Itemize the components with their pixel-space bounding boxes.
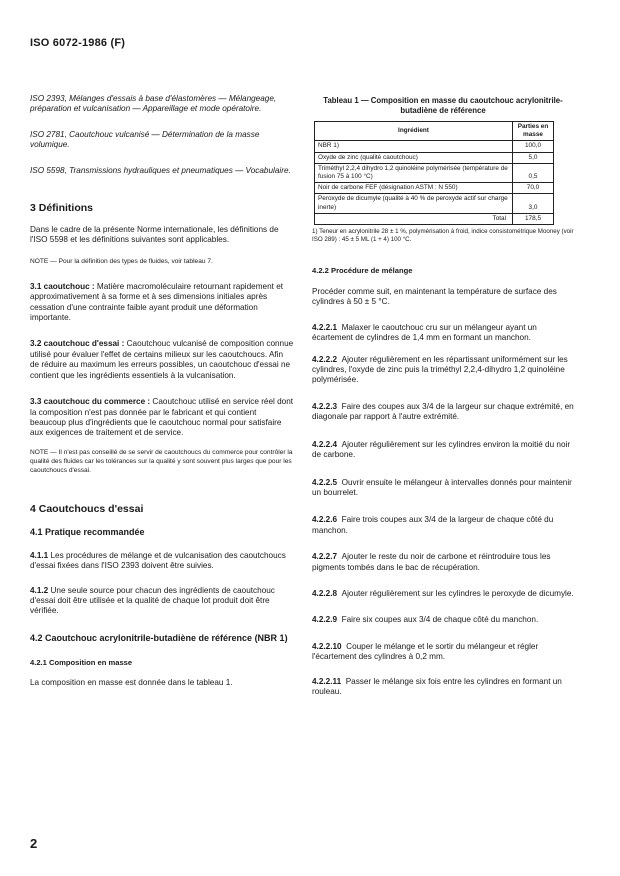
- mixing-step-text: Ajouter régulièrement sur les cylindres le peroxyde de dicumyle.: [341, 588, 574, 598]
- parts-cell: 100,0: [513, 141, 554, 152]
- table-row: [315, 183, 554, 194]
- mixing-step-text: Passer le mélange six fois entre les cylindres en formant un rouleau.: [312, 676, 562, 696]
- table-header-row: [315, 122, 554, 141]
- mixing-step: [312, 323, 574, 344]
- section-4-2-2-title: 4.2.2 Procédure de mélange: [312, 266, 413, 276]
- mixing-step-text: Faire trois coupes aux 3/4 de la largeur de chaque côté du manchon.: [312, 515, 554, 535]
- table-row: [315, 141, 554, 152]
- definition-3-1-term: caoutchouc :: [43, 281, 95, 291]
- parts-cell: 70,0: [513, 183, 554, 194]
- definition-3-2-number: 3.2: [30, 339, 42, 349]
- definition-3-1-text: Matière macromoléculaire retournant rapidement et approximativement à sa forme et à ses dimensions initiales après cessation d'une contrainte faible ayant produit une déformation importante.: [30, 281, 284, 323]
- table-row: [315, 163, 554, 182]
- mixing-step-text: Malaxer le caoutchouc cru sur un mélangeur ayant un écartement de cylindres de 1,4 mm en formant un manchon.: [312, 322, 537, 343]
- section-4-2-1-title: 4.2.1 Composition en masse: [30, 657, 133, 667]
- page-number: 2: [30, 836, 38, 851]
- paragraph-4-2-2: Procéder comme suit, en maintenant la température de surface des cylindres à 50 ± 5 °C.: [312, 287, 557, 307]
- mixing-step-text: Ajouter le reste du noir de carbone et réintroduire tous les pigments tombés dans le bac de récupération.: [312, 552, 551, 572]
- ingredient-cell: Triméthyl 2,2,4 dihydro 1,2 quinoléine polymérisée (température de fusion 75 à 100 °C): [315, 163, 513, 182]
- mixing-step-number: 4.2.2.7: [312, 552, 338, 562]
- mixing-step: [312, 478, 574, 499]
- mixing-step-number: 4.2.2.10: [312, 641, 342, 651]
- mixing-step-number: 4.2.2.8: [312, 588, 338, 598]
- mixing-step-number: 4.2.2.1: [312, 322, 338, 332]
- mixing-step-number: 4.2.2.2: [312, 354, 338, 364]
- mixing-step: [312, 440, 574, 461]
- section-3-note: NOTE — Pour la définition des types de fluides, voir tableau 7.: [30, 257, 213, 265]
- table-total-row: [315, 213, 554, 224]
- definition-3-3: [30, 397, 294, 439]
- definition-3-2: [30, 339, 294, 381]
- parts-cell: 5,0: [513, 152, 554, 163]
- ingredient-cell: Peroxyde de dicumyle (qualité à 40 % de peroxyde actif sur charge inerte): [315, 194, 513, 213]
- table-footnote: 1) Teneur en acrylonitrile 28 ± 1 %, polymérisation à froid, indice consistométrique Mooney (voir ISO 289) : 45 ± 5 ML (1 + 4) 100 °C.: [312, 228, 574, 244]
- paragraph-4-1-1-number: 4.1.1: [30, 550, 49, 560]
- section-3-intro: Dans le cadre de la présente Norme internationale, les définitions de l'ISO 5598 et les définitions suivantes sont applicables.: [30, 225, 279, 245]
- column-parts: Parties en masse: [513, 122, 554, 141]
- composition-table: [314, 121, 554, 225]
- definition-3-2-text: Caoutchouc vulcanisé de composition connue utilisé pour évaluer l'effet de certains milieux sur les caoutchoucs. Afin de réduire au maximum les erreurs possibles, un caoutchouc d'essai ne contient que les ingrédients essentiels à la vulcanisation.: [30, 339, 294, 380]
- mixing-step-number: 4.2.2.3: [312, 401, 338, 411]
- definition-3-3-text: Caoutchouc utilisé en service réel dont la composition n'est pas donnée par le fabricant et qui contient beaucoup plus d'ingrédients que le caoutchouc normal pour satisfaire aux exigences de traitement et de service.: [30, 397, 294, 438]
- paragraph-4-1-2: [30, 586, 294, 617]
- reference-iso-5598: ISO 5598, Transmissions hydrauliques et pneumatiques — Vocabulaire.: [30, 165, 291, 175]
- paragraph-4-1-1-text: Les procédures de mélange et de vulcanisation des caoutchoucs d'essai fixées dans l'ISO 2393 doivent être suivies.: [30, 550, 286, 571]
- ingredient-cell: Oxyde de zinc (qualité caoutchouc): [315, 152, 513, 163]
- mixing-step-text: Faire six coupes aux 3/4 de chaque côté du manchon.: [341, 615, 539, 625]
- total-label: Total: [315, 213, 513, 224]
- section-4-1-title: 4.1 Pratique recommandée: [30, 526, 145, 537]
- column-ingredient: Ingrédient: [315, 122, 513, 141]
- mixing-step-number: 4.2.2.4: [312, 439, 338, 449]
- mixing-step-text: Couper le mélange et le sortir du mélangeur et régler l'écartement des cylindres à 0,2 mm.: [312, 641, 539, 662]
- section-3-title: 3 Définitions: [30, 202, 94, 215]
- definition-3-1: [30, 282, 294, 324]
- total-value: 178,5: [513, 213, 554, 224]
- paragraph-4-1-1: [30, 551, 294, 572]
- paragraph-4-1-2-number: 4.1.2: [30, 585, 49, 595]
- mixing-step: [312, 515, 574, 536]
- definition-3-3-number: 3.3: [30, 397, 42, 407]
- ingredient-cell: Noir de carbone FEF (désignation ASTM : N 550): [315, 183, 513, 194]
- definition-3-1-number: 3.1: [30, 281, 42, 291]
- document-header: ISO 6072-1986 (F): [30, 37, 126, 49]
- paragraph-4-1-2-text: Une seule source pour chacun des ingrédients de caoutchouc d'essai doit être utilisée et la qualité de chaque lot produit doit être vérifiée.: [30, 585, 275, 616]
- right-column: [312, 96, 574, 697]
- mixing-step-number: 4.2.2.6: [312, 515, 338, 525]
- parts-cell: 0,5: [513, 163, 554, 182]
- mixing-step: [312, 589, 574, 599]
- mixing-step: [312, 615, 574, 625]
- parts-cell: 3,0: [513, 194, 554, 213]
- table-row: [315, 152, 554, 163]
- table-1-title: Tableau 1 — Composition en masse du caoutchouc acrylonitrile-butadiène de référence: [323, 96, 563, 115]
- section-4-2-title: 4.2 Caoutchouc acrylonitrile-butadiène de référence (NBR 1): [30, 632, 288, 643]
- mixing-step: [312, 552, 574, 573]
- definition-3-2-term: caoutchouc d'essai :: [43, 339, 125, 349]
- mixing-step-text: Ouvrir ensuite le mélangeur à intervalles donnés pour maintenir un bourrelet.: [312, 477, 572, 497]
- section-4-title: 4 Caoutchoucs d'essai: [30, 502, 144, 515]
- mixing-steps: [312, 323, 574, 698]
- table-body: [315, 141, 554, 225]
- paragraph-4-2-1: La composition en masse est donnée dans le tableau 1.: [30, 677, 233, 687]
- definition-3-3-note: NOTE — Il n'est pas conseillé de se servir de caoutchoucs du commerce pour contrôler la qualité des fluides car les tolérances sur la qualité y sont souvent plus larges que pour les caoutchoucs d'essai.: [30, 448, 293, 474]
- mixing-step: [312, 402, 574, 423]
- mixing-step-text: Faire des coupes aux 3/4 de la largeur sur chaque extrémité, en diagonale par rapport à l'autre extrémité.: [312, 401, 574, 422]
- reference-iso-2781: ISO 2781, Caoutchouc vulcanisé — Détermination de la masse volumique.: [30, 129, 260, 150]
- mixing-step: [312, 642, 574, 663]
- mixing-step-text: Ajouter régulièrement en les répartissant uniformément sur les cylindres, l'oxyde de zinc puis la triméthyl 2,2,4-dihydro 1,2 quinoléine polymérisée.: [312, 354, 568, 385]
- mixing-step-number: 4.2.2.9: [312, 615, 338, 625]
- reference-iso-2393: ISO 2393, Mélanges d'essais à base d'élastomères — Mélangeage, préparation et vulcanisation — Appareillage et mode opératoire.: [30, 94, 277, 114]
- left-column: [30, 94, 294, 688]
- mixing-step-text: Ajouter régulièrement sur les cylindres environ la moitié du noir de carbone.: [312, 439, 571, 460]
- definition-3-3-term: caoutchouc du commerce :: [43, 397, 151, 407]
- mixing-step-number: 4.2.2.5: [312, 477, 338, 487]
- table-row: [315, 194, 554, 213]
- ingredient-cell: NBR 1): [315, 141, 513, 152]
- mixing-step: [312, 677, 574, 698]
- mixing-step-number: 4.2.2.11: [312, 676, 342, 686]
- mixing-step: [312, 355, 574, 386]
